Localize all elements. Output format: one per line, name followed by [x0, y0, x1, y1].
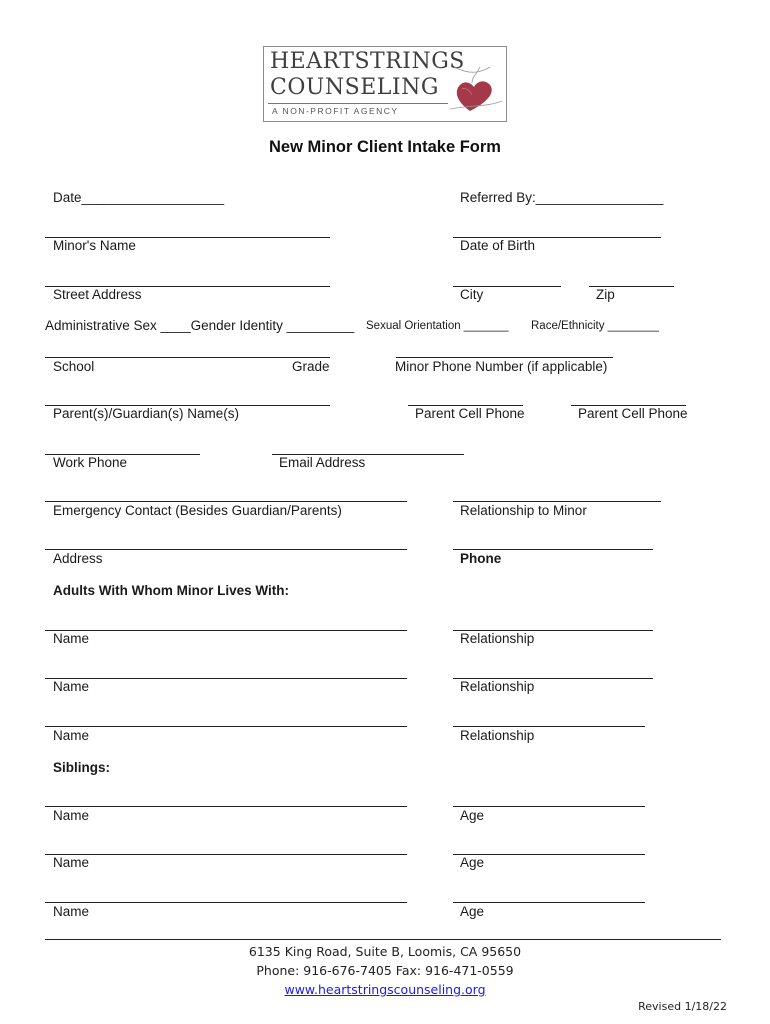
- sexual-orientation-field[interactable]: Sexual Orientation _______: [366, 320, 509, 332]
- website-link[interactable]: www.heartstringscounseling.org: [284, 982, 486, 997]
- grade-label: Grade: [292, 359, 330, 374]
- adult-3-name-label: Name: [53, 728, 90, 743]
- sibling-3-name-label: Name: [53, 904, 90, 919]
- adult-1-relationship-label: Relationship: [460, 631, 535, 646]
- adult-2-name-line[interactable]: [45, 678, 407, 679]
- adult-3-name-line[interactable]: [45, 726, 407, 727]
- sibling-1-age-line[interactable]: [453, 806, 645, 807]
- parent-cell-2-label: Parent Cell Phone: [578, 406, 688, 421]
- adult-1-name-label: Name: [53, 631, 90, 646]
- sibling-2-name-line[interactable]: [45, 854, 407, 855]
- city-label: City: [460, 287, 484, 302]
- logo-line-1: HEARTSTRINGS: [270, 49, 465, 74]
- sibling-1-name-label: Name: [53, 808, 90, 823]
- sibling-1-age-label: Age: [460, 808, 485, 823]
- logo-divider: [268, 103, 448, 104]
- phone-label: Phone: [460, 551, 502, 566]
- zip-label: Zip: [596, 287, 615, 302]
- footer-divider: [45, 939, 721, 940]
- minors-name-label: Minor's Name: [53, 238, 136, 253]
- guardian-names-label: Parent(s)/Guardian(s) Name(s): [53, 406, 240, 421]
- adult-3-relationship-line[interactable]: [453, 726, 645, 727]
- email-label: Email Address: [279, 455, 366, 470]
- sibling-3-age-line[interactable]: [453, 902, 645, 903]
- sibling-2-age-label: Age: [460, 855, 485, 870]
- adult-2-relationship-label: Relationship: [460, 679, 535, 694]
- parent-cell-1-label: Parent Cell Phone: [415, 406, 525, 421]
- sibling-3-name-line[interactable]: [45, 902, 407, 903]
- date-of-birth-label: Date of Birth: [460, 238, 536, 253]
- form-title: New Minor Client Intake Form: [269, 138, 501, 156]
- heart-icon: [450, 65, 502, 117]
- revised-date: Revised 1/18/22: [638, 1000, 727, 1013]
- footer-address: 6135 King Road, Suite B, Loomis, CA 95650: [248, 944, 522, 959]
- footer-phone-fax: Phone: 916-676-7405 Fax: 916-471-0559: [256, 963, 514, 978]
- emergency-contact-line[interactable]: [45, 501, 407, 502]
- date-field[interactable]: Date___________________: [53, 190, 225, 205]
- sibling-1-name-line[interactable]: [45, 806, 407, 807]
- street-address-label: Street Address: [53, 287, 142, 302]
- school-grade-line[interactable]: [45, 357, 330, 358]
- logo-line-2: COUNSELING: [270, 75, 439, 100]
- relationship-to-minor-label: Relationship to Minor: [460, 503, 587, 518]
- adult-2-name-label: Name: [53, 679, 90, 694]
- adult-1-name-line[interactable]: [45, 630, 407, 631]
- phone-line[interactable]: [453, 549, 653, 550]
- adults-heading: Adults With Whom Minor Lives With:: [53, 583, 289, 598]
- adult-3-relationship-label: Relationship: [460, 728, 535, 743]
- heartstrings-logo: [263, 46, 507, 122]
- emergency-contact-label: Emergency Contact (Besides Guardian/Parents): [53, 503, 342, 518]
- admin-sex-gender-field[interactable]: Administrative Sex ____Gender Identity _________: [45, 318, 355, 333]
- siblings-heading: Siblings:: [53, 760, 110, 775]
- school-label: School: [53, 359, 95, 374]
- minor-phone-label: Minor Phone Number (if applicable): [395, 359, 608, 374]
- address-line[interactable]: [45, 549, 407, 550]
- sibling-3-age-label: Age: [460, 904, 485, 919]
- minor-phone-line[interactable]: [396, 357, 613, 358]
- race-ethnicity-field[interactable]: Race/Ethnicity ________: [531, 320, 659, 332]
- address-label: Address: [53, 551, 103, 566]
- footer-website-wrap: [0, 982, 770, 997]
- logo-tagline: A NON-PROFIT AGENCY: [272, 106, 399, 116]
- relationship-to-minor-line[interactable]: [453, 501, 661, 502]
- work-phone-label: Work Phone: [53, 455, 128, 470]
- referred-by-field[interactable]: Referred By:_________________: [460, 190, 664, 205]
- sibling-2-name-label: Name: [53, 855, 90, 870]
